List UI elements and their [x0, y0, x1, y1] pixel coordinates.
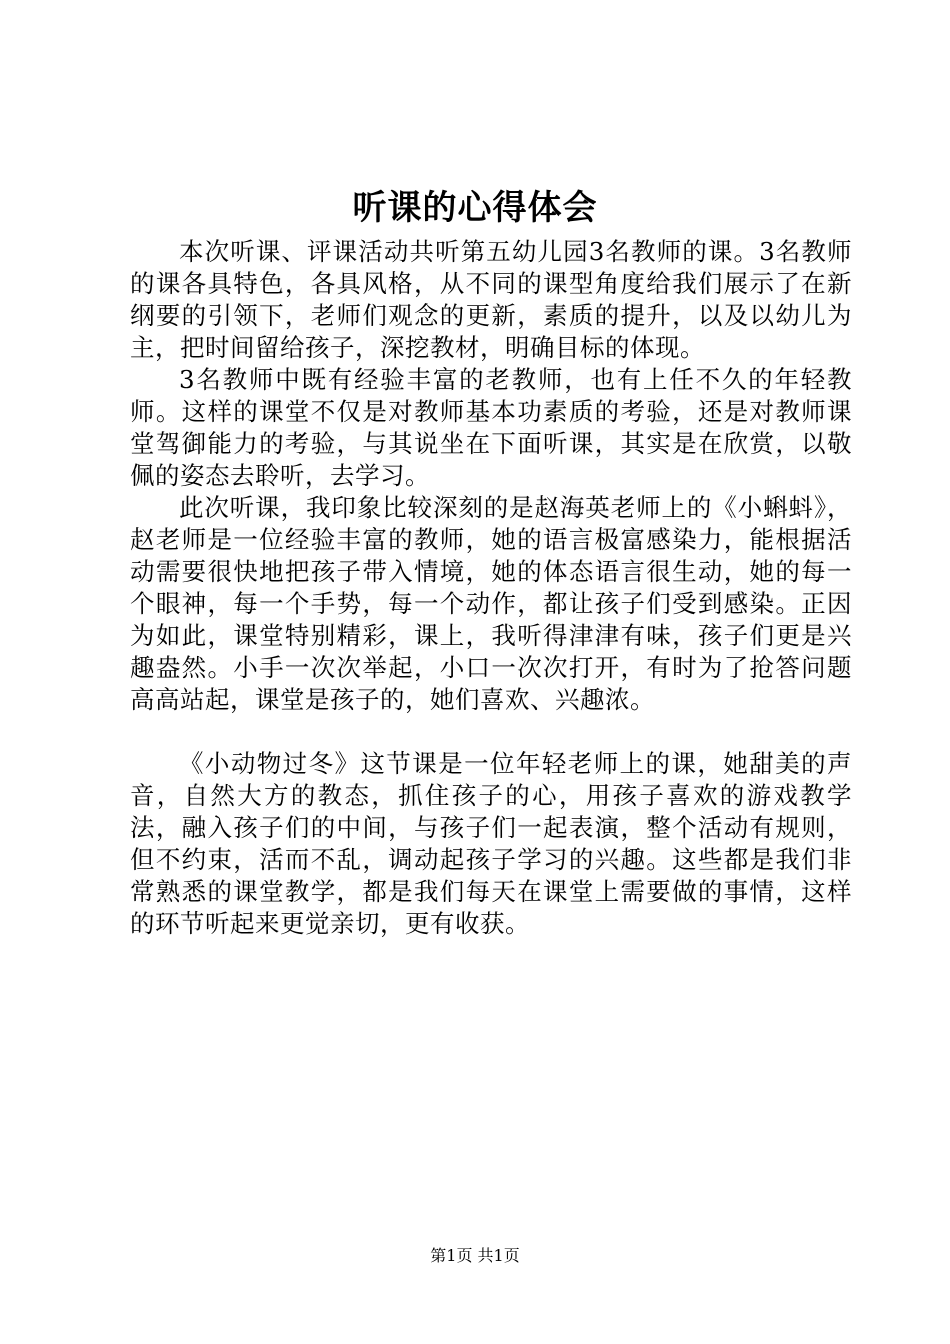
paragraph: 3名教师中既有经验丰富的老教师，也有上任不久的年轻教师。这样的课堂不仅是对教师基本功素质的考验，还是对教师课堂驾御能力的考验，与其说坐在下面听课，其实是在欣赏，以敬佩的姿态去聆听，去学习。: [130, 365, 852, 490]
page-footer: 第1页 共1页: [430, 1246, 520, 1265]
document-title: 听课的心得体会: [352, 188, 598, 228]
document-body: [130, 236, 852, 940]
paragraph: 本次听课、评课活动共听第五幼儿园3名教师的课。3名教师的课各具特色，各具风格，从不同的课型角度给我们展示了在新纲要的引领下，老师们观念的更新，素质的提升，以及以幼儿为主，把时间留给孩子，深挖教材，明确目标的体现。: [130, 237, 852, 362]
paragraph: 《小动物过冬》这节课是一位年轻老师上的课，她甜美的声音，自然大方的教态，抓住孩子的心，用孩子喜欢的游戏教学法，融入孩子们的中间，与孩子们一起表演，整个活动有规则，但不约束，活而不乱，调动起孩子学习的兴趣。这些都是我们非常熟悉的课堂教学，都是我们每天在课堂上需要做的事情，这样的环节听起来更觉亲切，更有收获。: [130, 749, 852, 938]
paragraph: 此次听课，我印象比较深刻的是赵海英老师上的《小蝌蚪》，赵老师是一位经验丰富的教师，她的语言极富感染力，能根据活动需要很快地把孩子带入情境，她的体态语言很生动，她的每一个眼神，每一个手势，每一个动作，都让孩子们受到感染。正因为如此，课堂特别精彩，课上，我听得津津有味，孩子们更是兴趣盎然。小手一次次举起，小口一次次打开，有时为了抢答问题高高站起，课堂是孩子的，她们喜欢、兴趣浓。: [130, 493, 852, 714]
